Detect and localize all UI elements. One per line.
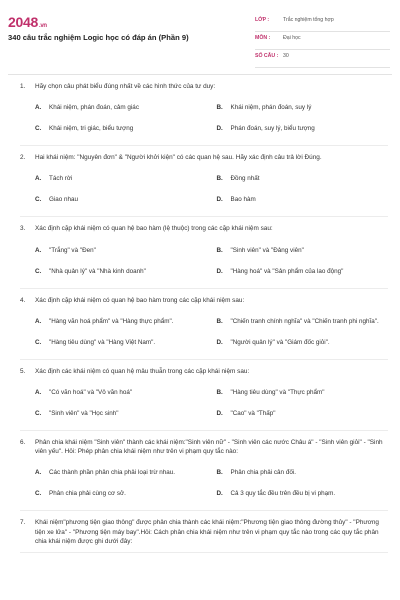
- answer-option[interactable]: [217, 168, 389, 189]
- answer-option[interactable]: [217, 261, 389, 282]
- question-text: Hai khái niệm: "Nguyên đơn" & "Người khởi kiện" có các quan hệ sau. Hãy xác định câu trả lời Đúng.: [35, 154, 322, 162]
- answer-option[interactable]: [35, 462, 207, 483]
- question-number: 7.: [20, 519, 26, 527]
- option-letter: A.: [35, 389, 42, 397]
- option-letter: B.: [216, 317, 223, 325]
- answer-option[interactable]: [217, 118, 389, 139]
- question-line: [20, 296, 388, 305]
- meta-value[interactable]: Trắc nghiệm tổng hợp: [283, 17, 334, 23]
- option-text: "Hàng văn hoá phẩm" và "Hàng thực phẩm".: [49, 317, 174, 325]
- option-letter: C.: [35, 338, 42, 346]
- option-letter: A.: [35, 246, 42, 254]
- question-item: [20, 289, 388, 360]
- meta-row-subject: [255, 32, 390, 50]
- answer-option[interactable]: [35, 382, 207, 403]
- answer-options: [20, 311, 388, 353]
- option-text: "Sinh viên" và "Học sinh": [49, 410, 119, 418]
- option-text: Bao hàm: [230, 196, 256, 204]
- meta-row-class: [255, 14, 390, 32]
- option-text: "Chiến tranh chính nghĩa" và "Chiến tranh phi nghĩa".: [230, 317, 379, 325]
- question-item: [20, 511, 388, 553]
- logo-text: 2048: [8, 14, 38, 30]
- option-text: Khái niệm, tri giác, biểu tượng: [49, 125, 134, 133]
- question-item: [20, 217, 388, 288]
- question-text: Hãy chọn câu phát biểu đúng nhất về các hình thức của tư duy:: [35, 83, 216, 90]
- answer-option[interactable]: [35, 189, 207, 210]
- question-line: [20, 518, 388, 546]
- question-line: [20, 82, 388, 91]
- question-item: [20, 360, 388, 431]
- answer-options: [20, 240, 388, 282]
- answer-option[interactable]: [35, 332, 207, 353]
- question-item: [20, 146, 388, 217]
- option-text: Tách rời: [49, 175, 73, 183]
- option-letter: C.: [35, 267, 42, 275]
- question-number: 2.: [20, 154, 26, 162]
- answer-option[interactable]: [217, 483, 389, 504]
- option-letter: B.: [216, 469, 223, 477]
- question-number: 3.: [20, 225, 26, 233]
- option-letter: B.: [216, 246, 223, 254]
- option-letter: B.: [216, 389, 223, 397]
- option-letter: D.: [216, 125, 223, 133]
- answer-option[interactable]: [217, 240, 389, 261]
- option-letter: B.: [216, 104, 223, 112]
- option-letter: C.: [35, 196, 42, 204]
- answer-options: [20, 382, 388, 424]
- option-letter: A.: [35, 317, 42, 325]
- option-letter: D.: [216, 196, 223, 204]
- answer-option[interactable]: [217, 462, 389, 483]
- answer-option[interactable]: [35, 240, 207, 261]
- answer-option[interactable]: [35, 118, 207, 139]
- question-line: [20, 153, 388, 162]
- question-number: 1.: [20, 83, 26, 90]
- answer-option[interactable]: [217, 382, 389, 403]
- option-text: Đồng nhất: [230, 175, 260, 183]
- logo-suffix: .vn: [38, 23, 47, 29]
- option-text: "Hàng tiêu dùng" và "Hàng Việt Nam".: [49, 338, 156, 346]
- question-line: [20, 224, 388, 233]
- meta-label: MÔN :: [255, 35, 271, 41]
- option-text: "Có văn hoá" và "Vô văn hoá": [49, 389, 133, 397]
- answer-option[interactable]: [217, 189, 389, 210]
- option-text: Khái niệm, phán đoán, cảm giác: [49, 104, 139, 112]
- option-letter: D.: [216, 490, 223, 498]
- option-letter: A.: [35, 469, 42, 477]
- question-item: [20, 75, 388, 146]
- answer-option[interactable]: [217, 403, 389, 424]
- meta-row-count: [255, 50, 390, 68]
- document-title: 340 câu trắc nghiệm Logic học có đáp án (Phần 9): [8, 33, 189, 42]
- answer-options: [20, 97, 388, 139]
- header: [0, 0, 400, 74]
- question-list: [0, 75, 400, 553]
- option-text: Khái niệm, phán đoán, suy lý: [230, 104, 312, 112]
- option-text: "Hàng tiêu dùng" và "Thực phẩm": [230, 389, 325, 397]
- option-text: "Người quản lý" và "Giám đốc giỏi".: [230, 338, 330, 346]
- option-text: "Nhà quản lý" và "Nhà kinh doanh": [49, 267, 146, 275]
- answer-option[interactable]: [35, 311, 207, 332]
- answer-option[interactable]: [35, 97, 207, 118]
- option-text: "Hàng hoá" và "Sản phẩm của lao động": [230, 267, 344, 275]
- option-text: Giao nhau: [49, 196, 79, 204]
- option-letter: D.: [216, 338, 223, 346]
- option-letter: A.: [35, 175, 42, 183]
- question-item: [20, 431, 388, 511]
- question-text: Phân chia khái niệm "Sinh viên" thành các khái niệm:"Sinh viên nữ" - "Sinh viên các nước Châu á" - "Sinh viên giỏi" - "Sinh viên yếu". Hỏi: Phép phân chia khái niệm như trên vi phạm quy tắc nào:: [35, 439, 383, 456]
- answer-option[interactable]: [35, 403, 207, 424]
- question-number: 4.: [20, 296, 26, 304]
- question-number: 6.: [20, 439, 26, 447]
- meta-label: SỐ CÂU :: [255, 53, 279, 59]
- meta-label: LỚP :: [255, 17, 270, 23]
- option-text: Các thành phần phân chia phải loại trừ nhau.: [49, 469, 176, 477]
- option-text: Phán đoán, suy lý, biểu tượng: [230, 125, 315, 133]
- question-text: Khái niệm"phương tiện giao thông" được phân chia thành các khái niệm:"Phương tiện giao thông đường thủy" - "Phương tiện xe lửa" - "Phương tiện máy bay".Hỏi: Cách phân chia khái niệm như trên vi phạm quy tắc nào trong các quy tắc phân chia khái niệm được ghi dưới đây:: [35, 519, 379, 545]
- question-number: 5.: [20, 367, 26, 375]
- question-text: Xác định các khái niệm có quan hệ mâu thuẫn trong các cặp khái niệm sau:: [35, 367, 250, 375]
- option-letter: C.: [35, 125, 42, 133]
- option-letter: A.: [35, 104, 42, 112]
- answer-options: [20, 462, 388, 504]
- option-letter: D.: [216, 410, 223, 418]
- answer-option[interactable]: [217, 332, 389, 353]
- option-text: "Sinh viên" và "Đảng viên": [230, 246, 304, 254]
- answer-option[interactable]: [35, 483, 207, 504]
- answer-option[interactable]: [217, 311, 389, 332]
- question-text: Xác định cặp khái niệm có quan hệ bao hàm (lệ thuộc) trong các cặp khái niệm sau:: [35, 225, 273, 233]
- option-letter: B.: [216, 175, 223, 183]
- answer-option[interactable]: [35, 261, 207, 282]
- option-letter: D.: [216, 267, 223, 275]
- meta-value[interactable]: Đại học: [283, 35, 301, 41]
- meta-panel: [255, 14, 390, 68]
- meta-value: 30: [283, 53, 289, 59]
- answer-option[interactable]: [35, 168, 207, 189]
- answer-options: [20, 168, 388, 210]
- option-text: "Trắng" và "Đen": [49, 246, 96, 254]
- answer-option[interactable]: [217, 97, 389, 118]
- site-logo[interactable]: [8, 14, 47, 30]
- question-text: Xác định cặp khái niệm có quan hệ bao hàm trong các cặp khái niệm sau:: [35, 296, 245, 304]
- option-text: Phân chia phải cân đối.: [230, 469, 296, 477]
- option-text: "Cao" và "Thấp": [230, 410, 276, 418]
- question-line: [20, 438, 388, 456]
- option-text: Cả 3 quy tắc đều trên đều bị vi phạm.: [230, 490, 336, 498]
- question-line: [20, 367, 388, 376]
- option-letter: C.: [35, 490, 42, 498]
- option-letter: C.: [35, 410, 42, 418]
- option-text: Phân chia phải cùng cơ sở.: [49, 490, 126, 498]
